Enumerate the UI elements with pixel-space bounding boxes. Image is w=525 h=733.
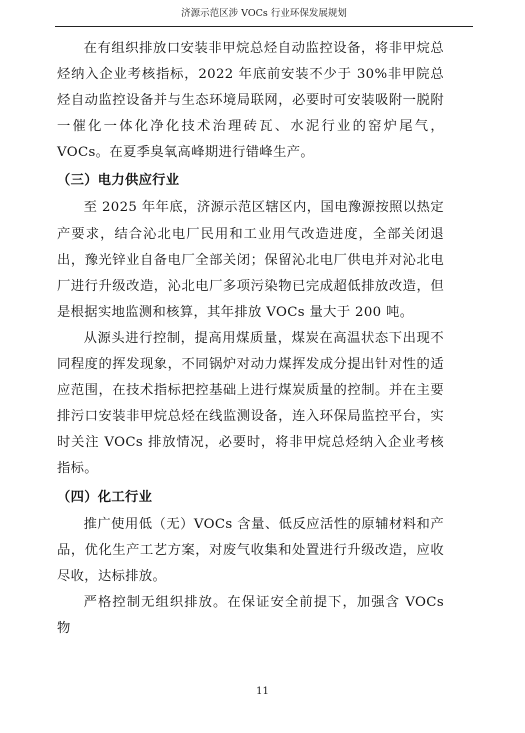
page-number: 11 — [256, 686, 269, 697]
paragraph-monitoring: 在有组织排放口安装非甲烷总烃自动监控设备，将非甲烷总烃纳入企业考核指标，2022 年底前安装不少于 30%非甲院总烃自动监控设备并与生态环境局联网，必要时可安装吸附一脱附一催化一体化净化技术治理砖瓦、水泥行业的窑炉尾气，VOCs。在夏季臭氧高峰期进行错峰生产。 — [57, 41, 444, 161]
page-header: 济源示范区涉 VOCs 行业环保发展规划 — [55, 6, 473, 27]
section-heading-power-supply: （三）电力供应行业 — [57, 173, 180, 189]
paragraph-coal-control: 从源头进行控制，提高用煤质量，煤炭在高温状态下出现不同程度的挥发现象，不同锅炉对动力煤挥发成分提出针对性的适应范围，在技术指标把控基础上进行煤炭质量的控制。并在主要排污口安装非甲烷总烃在线监测设备，连入环保局监控平台，实时关注 VOCs 排放情况，必要时，将非甲烷总烃纳入企业考核指标。 — [57, 330, 444, 477]
page-content — [57, 36, 444, 642]
paragraph-unorganized-emissions: 严格控制无组织排放。在保证安全前提下，加强含 VOCs 物 — [57, 594, 444, 636]
paragraph-power-plants: 至 2025 年年底，济源示范区辖区内，国电豫源按照以热定产要求，结合沁北电厂民用和工业用气改造进度，全部关闭退出，豫光锌业自备电厂全部关闭；保留沁北电厂供电并对沁北电厂进行升级改造，沁北电厂多项污染物已完成超低排放改造，但是根据实地监测和核算，其年排放 VOCs 量大于 200 吨。 — [57, 200, 444, 320]
section-heading-chemical-industry: （四）化工行业 — [57, 489, 153, 505]
paragraph-low-voc-materials: 推广使用低（无）VOCs 含量、低反应活性的原辅材料和产品，优化生产工艺方案，对废气收集和处置进行升级改造，应收尽收，达标排放。 — [57, 516, 444, 584]
